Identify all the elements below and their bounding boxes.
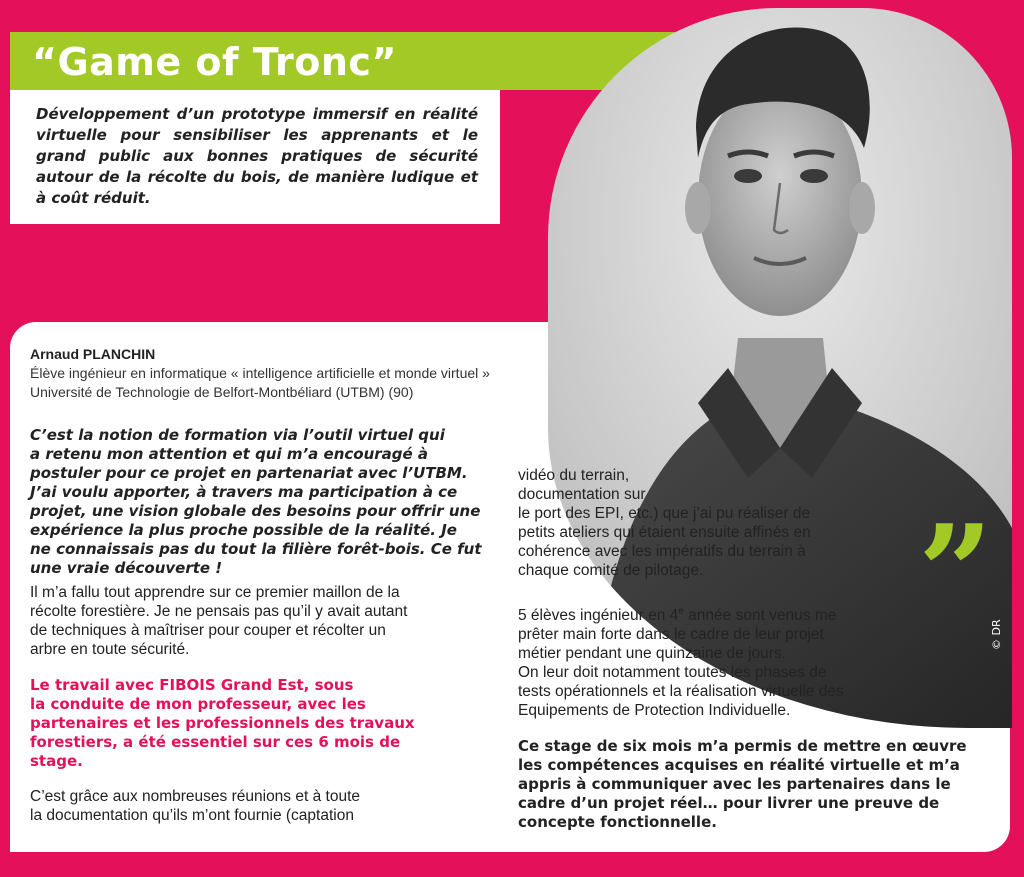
text-line: Ce stage de six mois m’a permis de mettre en œuvre xyxy=(518,737,967,755)
text-line: projet, une vision globale des besoins pour offrir une xyxy=(30,502,481,520)
text-line: postuler pour ce projet en partenariat avec l’UTBM. xyxy=(30,464,468,482)
text-line: Il m’a fallu tout apprendre sur ce premier maillon de la xyxy=(30,584,400,601)
text-line: la documentation qu’ils m’ont fournie (captation xyxy=(30,807,354,824)
text-line: C’est grâce aux nombreuses réunions et à toute xyxy=(30,788,360,805)
author-role: Élève ingénieur en informatique « intelligence artificielle et monde virtuel » xyxy=(30,365,490,381)
text-line: J’ai voulu apporter, à travers ma participation à ce xyxy=(30,483,458,501)
text-line: 5 élèves ingénieur en 4e année sont venus me xyxy=(518,606,837,625)
author-name: Arnaud PLANCHIN xyxy=(30,346,156,362)
text-line: chaque comité de pilotage. xyxy=(518,562,704,579)
students-paragraph xyxy=(518,602,918,720)
text-line: appris à communiquer avec les partenaires dans le xyxy=(518,775,951,793)
text-line: stage. xyxy=(30,752,83,770)
text-line: partenaires et les professionnels des travaux xyxy=(30,714,415,732)
text-line: documentation sur xyxy=(518,486,646,503)
text-line: concepte fonctionnelle. xyxy=(518,813,717,831)
title-banner xyxy=(10,32,702,90)
text-line: récolte forestière. Je ne pensais pas qu’il y avait autant xyxy=(30,603,408,620)
quote-lead-paragraph xyxy=(30,426,482,578)
text-line: tests opérationnels et la réalisation virtuelle des xyxy=(518,683,844,701)
fibois-paragraph xyxy=(30,676,450,771)
text-line: Le travail avec FIBOIS Grand Est, sous xyxy=(30,676,354,694)
text-line: ne connaissais pas du tout la filière forêt-bois. Ce fut xyxy=(30,540,482,558)
photo-credit: © DR xyxy=(990,619,1003,650)
text-line: métier pendant une quinzaine de jours. xyxy=(518,645,786,663)
text-line: forestiers, a été essentiel sur ces 6 mois de xyxy=(30,733,401,751)
continuation-paragraph xyxy=(518,466,918,580)
text-line: petits ateliers qui étaient ensuite affinés en xyxy=(518,524,811,541)
text-line: cohérence avec les impératifs du terrain à xyxy=(518,543,806,560)
text-line: une vraie découverte ! xyxy=(30,559,223,577)
text-line: vidéo du terrain, xyxy=(518,467,630,484)
text-line: la conduite de mon professeur, avec les xyxy=(30,695,366,713)
text-line: expérience la plus proche possible de la réalité. Je xyxy=(30,521,457,539)
quote-mark-icon: ” xyxy=(918,496,993,649)
text-line: arbre en toute sécurité. xyxy=(30,641,190,658)
text-line: le port des EPI, etc.) que j’ai pu réaliser de xyxy=(518,505,811,522)
intro-text: Développement d’un prototype immersif en réalité virtuelle pour sensibiliser les apprenants et le grand public aux bonnes pratiques de sécurité autour de la récolte du bois, de manière ludique et à coût réduit. xyxy=(36,105,478,207)
author-school: Université de Technologie de Belfort-Montbéliard (UTBM) (90) xyxy=(30,384,414,400)
learn-paragraph xyxy=(30,583,480,659)
text-line: Equipements de Protection Individuelle. xyxy=(518,702,791,720)
text-line: de techniques à maîtriser pour couper et récolter un xyxy=(30,622,386,639)
text-line: cadre d’un projet réel… pour livrer une preuve de xyxy=(518,794,940,812)
text-line: les compétences acquises en réalité virtuelle et m’a xyxy=(518,756,960,774)
text-line: On leur doit notamment toutes les phases de xyxy=(518,664,827,682)
meetings-paragraph xyxy=(30,787,430,825)
intro-box xyxy=(10,90,500,224)
text-line: prêter main forte dans le cadre de leur projet xyxy=(518,626,824,644)
text-line: C’est la notion de formation via l’outil virtuel qui xyxy=(30,426,445,444)
conclusion-paragraph xyxy=(518,737,978,832)
text-line: a retenu mon attention et qui m’a encouragé à xyxy=(30,445,429,463)
page-title: “Game of Tronc” xyxy=(32,40,397,84)
